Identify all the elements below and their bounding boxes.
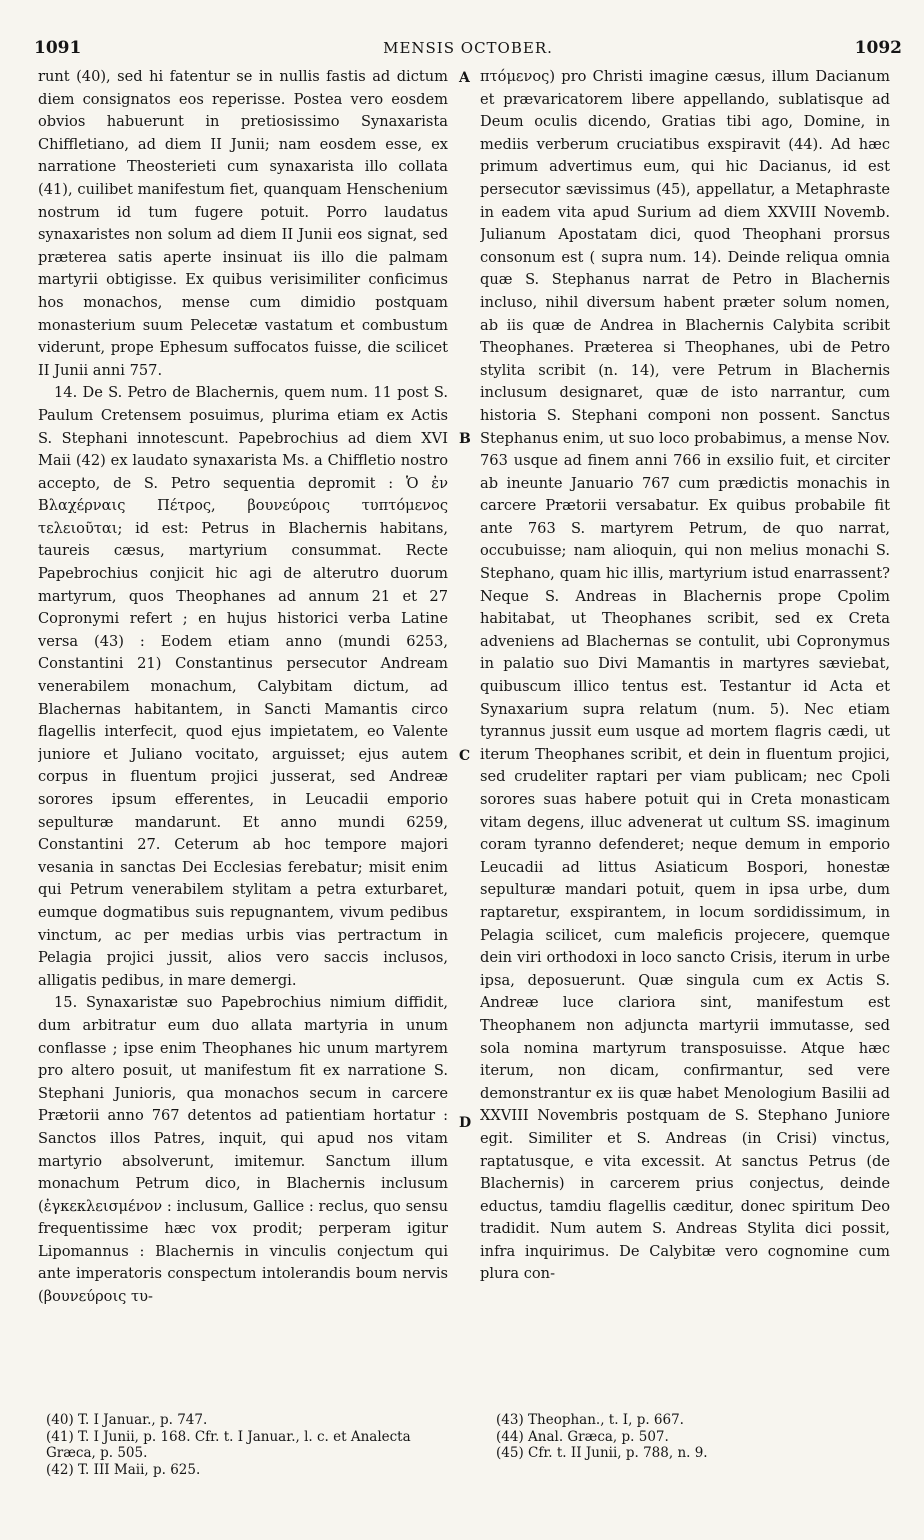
footnote-44: (44) Anal. Græca, p. 507.: [496, 1428, 669, 1445]
margin-letter-d: D: [459, 1115, 472, 1131]
left-paragraph-2: 14. De S. Petro de Blachernis, quem num. 11 post S. Paulum Cretensem posuimus, plurima etiam ex Actis S. Stephani innotescunt. Papebrochius ad diem XVI Maii (42) ex laudato synaxarista Ms. a Chiffletio nostro accepto, de S. Petro sequentia depromit : Ὁ ἐν Βλαχέρναις Πέτρος, βουνεύροις τυπτόμενος τελειοῦται; id est: Petrus in Blachernis habitans, taureis cæsus, martyrium consummat. Recte Papebrochius conjicit hic agi de alterutro duorum martyrum, quos Theophanes ad annum 21 et 27 Copronymi refert ; en hujus historici verba Latine versa (43) : Eodem etiam anno (mundi 6253, Constantini 21) Constantinus persecutor Andream venerabilem monachum, Calybitam dictum, ad Blachernas habitantem, in Sancti Mamantis circo flagellis interfecit, quod ejus impietatem, eo Valente juniore et Juliano vocitato, arguisset; ejus autem corpus in fluentum projici jusserat, sed Andreæ sorores ipsum efferentes, in Leucadii emporio sepulturæ mandarunt. Et anno mundi 6259, Constantini 27. Ceterum ab hoc tempore majori vesania in sanctas Dei Ecclesias ferebatur; misit enim qui Petrum venerabilem stylitam a petra exturbaret, eumque dogmatibus suis repugnantem, vivum pedibus vinctum, ac per medias urbis vias pertractum in Pelagia projici jussit, alios vero saccis inclusos, alligatis pedibus, in mare demergi.: [38, 384, 448, 989]
left-column: [38, 66, 448, 1374]
running-title: MENSIS OCTOBER.: [383, 39, 553, 57]
page-header: [34, 38, 902, 64]
right-paragraph-1: πτόμενος) pro Christi imagine cæsus, illum Dacianum et prævaricatorem libere appellando, sublatisque ad Deum oculis dicendo, Gratias tibi ago, Domine, in mediis verberum cruciatibus exspiravit (44). Ad hæc primum advertimus eum, qui hic Dacianus, id est persecutor sævissimus (45), appellatur, a Metaphraste in eadem vita apud Surium ad diem XXVIII Novemb. Julianum Apostatam dici, quod Theophani prorsus consonum est ( supra num. 14). Deinde reliqua omnia quæ S. Stephanus narrat de Petro in Blachernis incluso, nihil diversum habent præter solum nomen, ab iis quæ de Andrea in Blachernis Calybita scribit Theophanes. Præterea si Theophanes, ubi de Petro stylita scribit (n. 14), vere Petrum in Blachernis inclusum designaret, quæ de isto narrantur, cum historia S. Stephani componi non possent. Sanctus Stephanus enim, ut suo loco probabimus, a mense Nov. 763 usque ad finem anni 766 in exsilio fuit, et circiter ab ineunte Januario 767 cum prædictis monachis in carcere Prætorii versabatur. Ex quibus probabile fit ante 763 S. martyrem Petrum, de quo narrat, occubuisse; nam alioquin, qui non melius monachi S. Stephano, quam hic illis, martyrium istud enarrassent? Neque S. Andreas in Blachernis prope Cpolim habitabat, ut Theophanes scribit, sed ex Creta adveniens ad Blachernas se contulit, ubi Copronymus in palatio suo Divi Mamantis in martyres sæviebat, quibuscum illico tentus est. Testantur id Acta et Synaxarium supra relatum (num. 5). Nec etiam tyrannus jussit eum usque ad mortem flagris cædi, ut iterum Theophanes scribit, et dein in fluentum projici, sed crudeliter raptari per viam publicam; nec Cpoli sorores suas habere potuit qui in Creta monasticam vitam degens, illuc advenerat ut cultum SS. imaginum coram tyranno defenderet; neque demum in emporio Leucadii ad littus Asiaticum Bospori, honestæ sepulturæ mandari potuit, quem in ipsa urbe, dum raptaretur, exspirantem, in locum sordidissimum, in Pelagia scilicet, cum maleficis projecere, quemque dein viri orthodoxi in loco sancto Crisis, iterum in urbe ipsa, deposuerunt. Quæ singula cum ex Actis S. Andreæ luce clariora sint, manifestum est Theophanem non adjuncta martyrii immutasse, sed sola nomina martyrum transposuisse. Atque hæc iterum, non dicam, confirmantur, sed vere demonstrantur ex iis quæ habet Menologium Basilii ad XXVIII Novembris postquam de S. Stephano Juniore egit. Similiter et S. Andreas (in Crisi) vinctus, raptatusque, e vita excessit. At sanctus Petrus (de Blachernis) in carcerem prius conjectus, deinde eductus, tamdiu flagellis cæditur, donec spiritum Deo tradidit. Num autem S. Andreas Stylita dici possit, infra inquirimus. De Calybitæ vero cognomine cum plura con-: [480, 68, 890, 1283]
margin-letter-b: B: [459, 431, 471, 447]
footnote-42: (42) T. III Maii, p. 625.: [46, 1461, 201, 1478]
page-number-left: 1091: [34, 38, 82, 58]
footnotes-right: [496, 1412, 896, 1462]
footnote-41: (41) T. I Junii, p. 168. Cfr. t. I Januar., l. c. et Analecta Græca, p. 505.: [46, 1428, 411, 1462]
left-paragraph-3: 15. Synaxaristæ suo Papebrochius nimium diffidit, dum arbitratur eum duo allata martyria in unum conflasse ; ipse enim Theophanes hic unum martyrem pro altero posuit, ut manifestum fit ex narratione S. Stephani Junioris, qua monachos secum in carcere Prætorii anno 767 detentos ad patientiam hortatur : Sanctos illos Patres, inquit, qui apud nos vitam martyrio absolverunt, imitemur. Sanctum illum monachum Petrum dico, in Blachernis inclusum (ἐγκεκλεισμένον : inclusum, Gallice : reclus, quo sensu frequentissime hæc vox prodit; perperam igitur Lipomannus : Blachernis in vinculis conjectum qui ante imperatoris conspectum intolerandis boum nervis (βουνεύροις τυ-: [38, 994, 448, 1306]
margin-letter-a: A: [459, 70, 470, 86]
page-number-right: 1092: [854, 38, 902, 58]
margin-letter-c: C: [459, 748, 471, 764]
footnote-40: (40) T. I Januar., p. 747.: [46, 1412, 208, 1428]
footnote-45: (45) Cfr. t. II Junii, p. 788, n. 9.: [496, 1445, 708, 1462]
left-paragraph-1: runt (40), sed hi fatentur se in nullis fastis ad dictum diem consignatos eos reperisse. Postea vero eosdem obvios habuerunt in pretiosissimo Synaxarista Chiffletiano, ad diem II Junii; nam eosdem esse, ex narratione Theosterieti cum synaxarista illo collata (41), cuilibet manifestum fiet, quanquam Henschenium nostrum id tum fugere potuit. Porro laudatus synaxaristes non solum ad diem II Junii eos signat, sed præterea satis aperte insinuat iis illo die palmam martyrii obtigisse. Ex quibus verisimiliter conficimus hos monachos, mense cum dimidio postquam monasterium suum Pelecetæ vastatum et combustum viderunt, prope Ephesum suffocatos fuisse, die scilicet II Junii anni 757.: [38, 68, 448, 379]
footnotes-left: [46, 1412, 446, 1478]
right-column: [480, 66, 890, 1374]
footnote-43: (43) Theophan., t. I, p. 667.: [496, 1412, 684, 1428]
